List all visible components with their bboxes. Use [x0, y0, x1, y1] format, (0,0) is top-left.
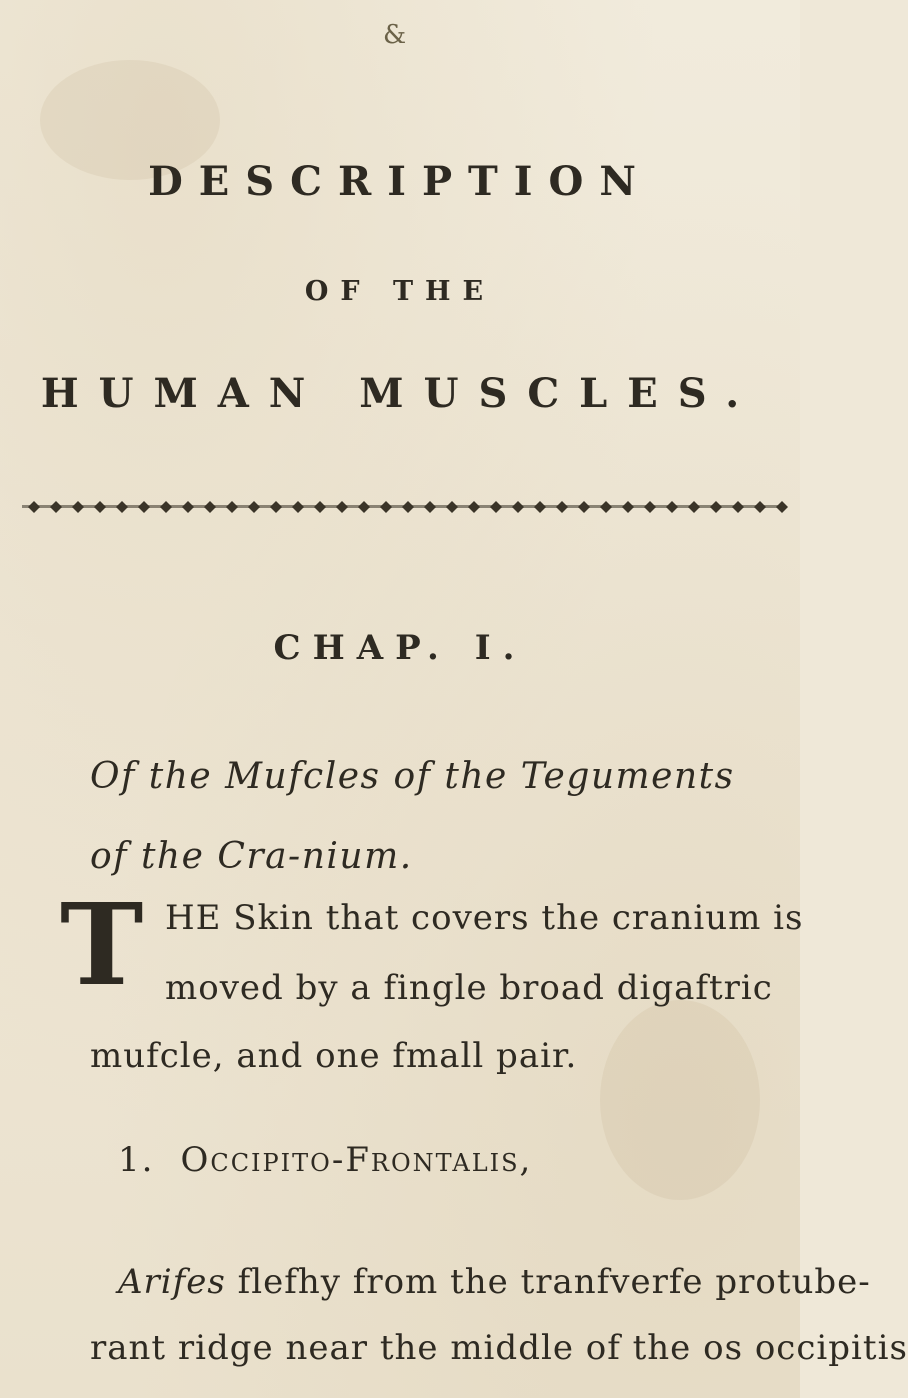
rule-ornament [402, 501, 414, 513]
section-heading [118, 1140, 532, 1180]
rule-ornament [380, 501, 392, 513]
ornament-mark: & [383, 20, 407, 50]
intro-line: mufcle, and one fmall pair. [90, 1036, 578, 1076]
chapter-heading: CHAP. I. [273, 628, 527, 668]
rule-ornament [160, 501, 172, 513]
rule-ornament [248, 501, 260, 513]
lead-word: Arifes [118, 1262, 226, 1302]
rule-ornament [688, 501, 700, 513]
ornamental-rule [22, 495, 782, 519]
rule-ornament [116, 501, 128, 513]
rule-ornament [314, 501, 326, 513]
rule-ornament [94, 501, 106, 513]
chapter-subtitle: Of the Mufcles of the Teguments of the Cra-nium. [90, 756, 735, 877]
rule-ornament [556, 501, 568, 513]
title-human-muscles: HUMAN MUSCLES. [40, 370, 760, 417]
intro-line: moved by a fingle broad digaftric [165, 968, 773, 1008]
rule-ornament [336, 501, 348, 513]
rule-ornament [28, 501, 40, 513]
rule-ornament [732, 501, 744, 513]
rule-ornament [446, 501, 458, 513]
rule-ornament [182, 501, 194, 513]
line-rest: flefhy from the tranfverfe protube- [237, 1262, 871, 1302]
rule-ornament [644, 501, 656, 513]
rule-ornament [226, 501, 238, 513]
rule-ornament [666, 501, 678, 513]
rule-ornament [358, 501, 370, 513]
paper-stain [600, 1000, 760, 1200]
paragraph-line [118, 1262, 871, 1302]
section-number: 1. [118, 1140, 155, 1180]
paragraph-line: rant ridge near the middle of the os occipitis [90, 1328, 908, 1368]
rule-ornament [270, 501, 282, 513]
rule-ornament [512, 501, 524, 513]
rule-ornament [490, 501, 502, 513]
rule-ornament [72, 501, 84, 513]
rule-ornament [534, 501, 546, 513]
rule-ornament [710, 501, 722, 513]
rule-ornament [754, 501, 766, 513]
rule-ornament [138, 501, 150, 513]
rule-ornament [468, 501, 480, 513]
section-title: Occipito-Frontalis, [180, 1140, 533, 1180]
rule-ornament [204, 501, 216, 513]
title-description: DESCRIPTION [148, 158, 652, 205]
rule-ornament [776, 501, 788, 513]
drop-cap: T [60, 880, 144, 1011]
rule-ornament [50, 501, 62, 513]
title-of-the: OF THE [304, 276, 496, 307]
intro-line: HE Skin that covers the cranium is [165, 898, 804, 938]
rule-ornament [424, 501, 436, 513]
rule-ornament [578, 501, 590, 513]
rule-ornament [622, 501, 634, 513]
rule-ornament [600, 501, 612, 513]
rule-ornament [292, 501, 304, 513]
